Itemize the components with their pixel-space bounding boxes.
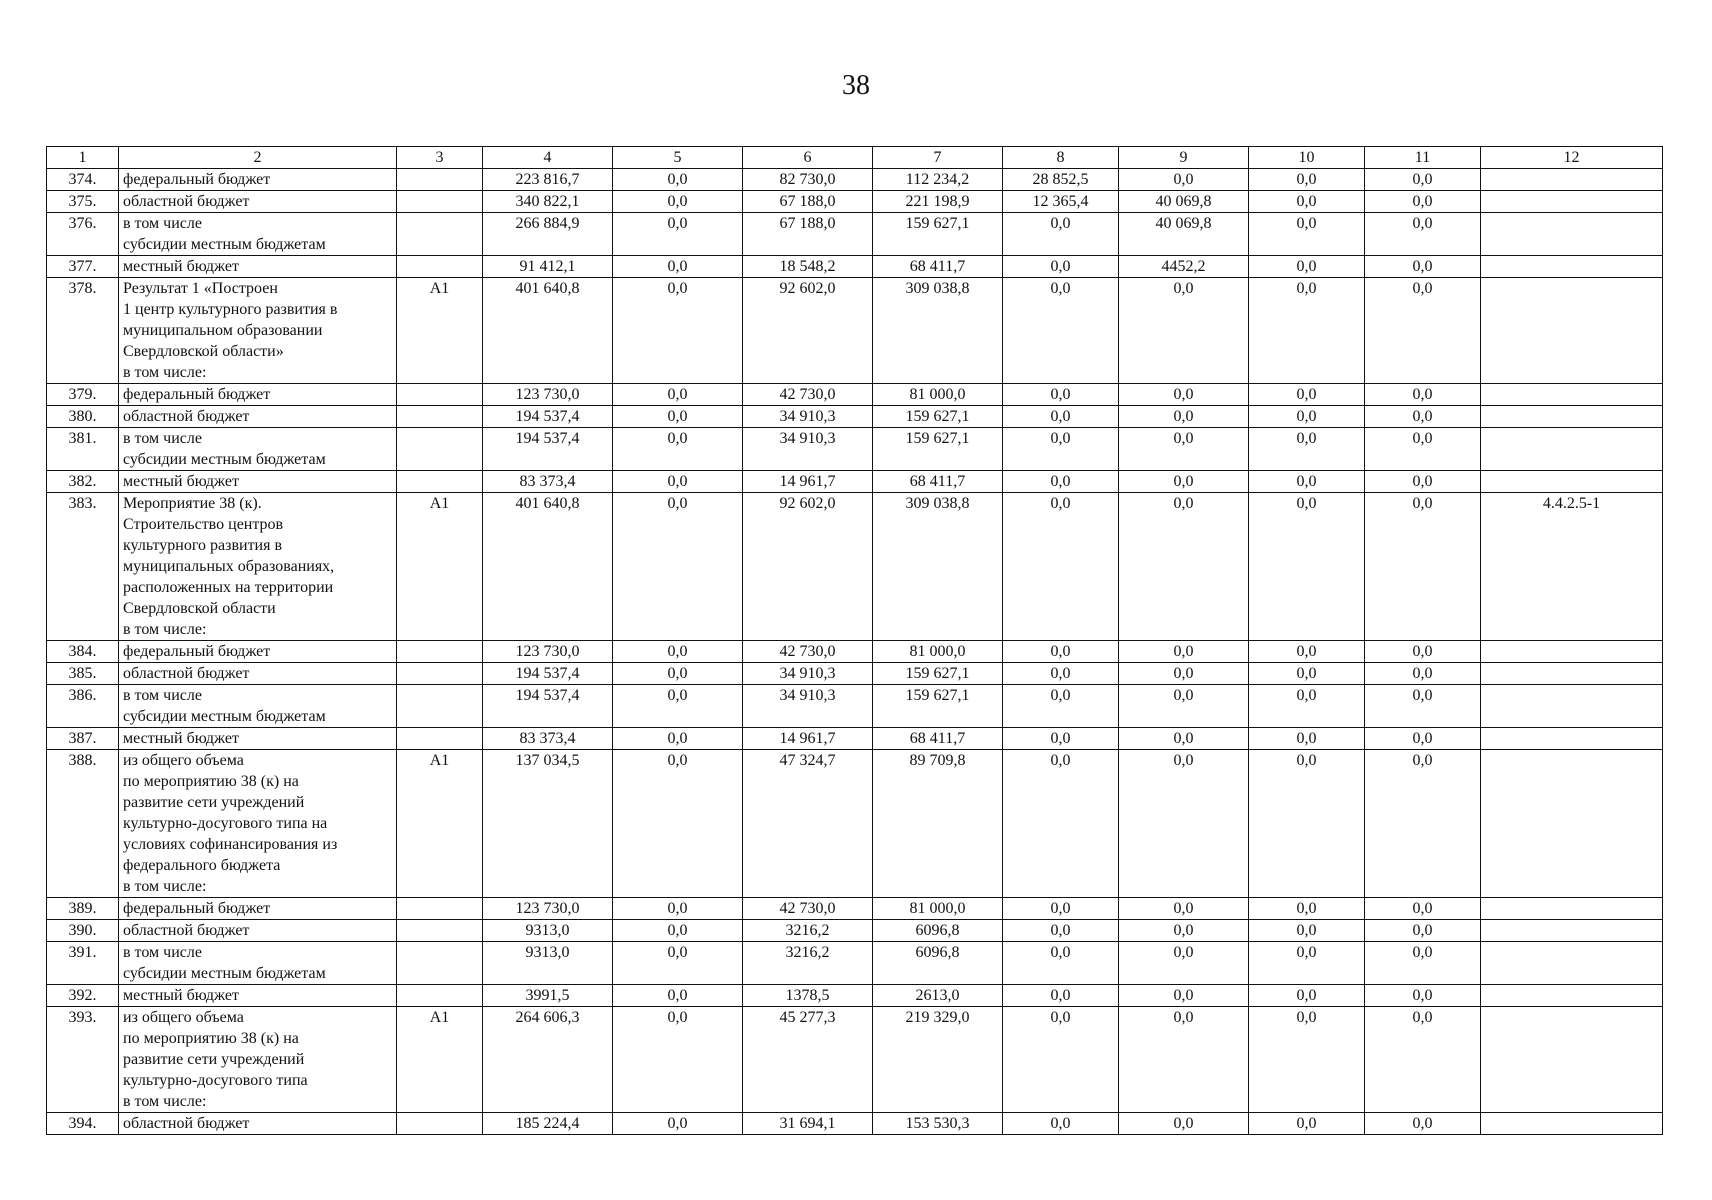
value-cell: 0,0 bbox=[1249, 985, 1365, 1007]
value-cell: 81 000,0 bbox=[873, 384, 1003, 406]
row-code bbox=[397, 191, 483, 213]
value-cell: 0,0 bbox=[1003, 663, 1119, 685]
value-cell: 0,0 bbox=[1365, 471, 1481, 493]
row-number: 394. bbox=[47, 1113, 119, 1135]
value-cell: 123 730,0 bbox=[483, 898, 613, 920]
table-header-row bbox=[47, 147, 1663, 169]
value-cell: 0,0 bbox=[613, 1007, 743, 1113]
value-cell: 0,0 bbox=[1003, 898, 1119, 920]
value-cell: 42 730,0 bbox=[743, 641, 873, 663]
value-cell: 0,0 bbox=[1249, 1007, 1365, 1113]
row-code: А1 bbox=[397, 750, 483, 898]
row-reference bbox=[1481, 898, 1663, 920]
row-description: из общего объема по мероприятию 38 (к) на развитие сети учреждений культурно-досугового типа на условиях софинансирования из федерального бюджета в том числе: bbox=[119, 750, 397, 898]
row-reference bbox=[1481, 920, 1663, 942]
row-number: 382. bbox=[47, 471, 119, 493]
table-row bbox=[47, 663, 1663, 685]
value-cell: 0,0 bbox=[1249, 641, 1365, 663]
table-row bbox=[47, 685, 1663, 728]
column-header: 3 bbox=[397, 147, 483, 169]
row-number: 387. bbox=[47, 728, 119, 750]
value-cell: 92 602,0 bbox=[743, 493, 873, 641]
value-cell: 83 373,4 bbox=[483, 471, 613, 493]
row-code bbox=[397, 213, 483, 256]
row-reference: 4.4.2.5-1 bbox=[1481, 493, 1663, 641]
row-code bbox=[397, 728, 483, 750]
value-cell: 159 627,1 bbox=[873, 685, 1003, 728]
table-row bbox=[47, 898, 1663, 920]
value-cell: 0,0 bbox=[613, 191, 743, 213]
value-cell: 0,0 bbox=[1119, 471, 1249, 493]
row-reference bbox=[1481, 750, 1663, 898]
value-cell: 40 069,8 bbox=[1119, 213, 1249, 256]
value-cell: 83 373,4 bbox=[483, 728, 613, 750]
value-cell: 0,0 bbox=[1119, 898, 1249, 920]
table-row bbox=[47, 641, 1663, 663]
value-cell: 0,0 bbox=[613, 213, 743, 256]
value-cell: 0,0 bbox=[1119, 750, 1249, 898]
value-cell: 0,0 bbox=[1365, 493, 1481, 641]
table-row bbox=[47, 1007, 1663, 1113]
row-reference bbox=[1481, 278, 1663, 384]
value-cell: 0,0 bbox=[1249, 169, 1365, 191]
table-row bbox=[47, 428, 1663, 471]
value-cell: 40 069,8 bbox=[1119, 191, 1249, 213]
row-number: 383. bbox=[47, 493, 119, 641]
value-cell: 28 852,5 bbox=[1003, 169, 1119, 191]
row-number: 381. bbox=[47, 428, 119, 471]
table-row bbox=[47, 384, 1663, 406]
value-cell: 3216,2 bbox=[743, 942, 873, 985]
table-row bbox=[47, 406, 1663, 428]
value-cell: 0,0 bbox=[1249, 384, 1365, 406]
value-cell: 159 627,1 bbox=[873, 428, 1003, 471]
value-cell: 0,0 bbox=[1119, 728, 1249, 750]
value-cell: 0,0 bbox=[1249, 942, 1365, 985]
row-reference bbox=[1481, 256, 1663, 278]
value-cell: 159 627,1 bbox=[873, 663, 1003, 685]
table-row bbox=[47, 191, 1663, 213]
value-cell: 0,0 bbox=[613, 1113, 743, 1135]
value-cell: 34 910,3 bbox=[743, 685, 873, 728]
value-cell: 0,0 bbox=[1365, 1007, 1481, 1113]
value-cell: 0,0 bbox=[1003, 750, 1119, 898]
value-cell: 0,0 bbox=[1365, 663, 1481, 685]
value-cell: 0,0 bbox=[1365, 278, 1481, 384]
row-reference bbox=[1481, 428, 1663, 471]
row-number: 391. bbox=[47, 942, 119, 985]
row-reference bbox=[1481, 384, 1663, 406]
value-cell: 0,0 bbox=[1119, 641, 1249, 663]
value-cell: 2613,0 bbox=[873, 985, 1003, 1007]
value-cell: 0,0 bbox=[1119, 942, 1249, 985]
row-reference bbox=[1481, 985, 1663, 1007]
row-reference bbox=[1481, 191, 1663, 213]
value-cell: 0,0 bbox=[613, 169, 743, 191]
table-row bbox=[47, 1113, 1663, 1135]
row-description: областной бюджет bbox=[119, 406, 397, 428]
value-cell: 0,0 bbox=[1365, 728, 1481, 750]
row-description: федеральный бюджет bbox=[119, 898, 397, 920]
row-code bbox=[397, 169, 483, 191]
row-number: 393. bbox=[47, 1007, 119, 1113]
row-number: 380. bbox=[47, 406, 119, 428]
row-description: областной бюджет bbox=[119, 920, 397, 942]
row-description: местный бюджет bbox=[119, 985, 397, 1007]
value-cell: 45 277,3 bbox=[743, 1007, 873, 1113]
value-cell: 47 324,7 bbox=[743, 750, 873, 898]
value-cell: 0,0 bbox=[1003, 985, 1119, 1007]
value-cell: 1378,5 bbox=[743, 985, 873, 1007]
value-cell: 0,0 bbox=[1365, 685, 1481, 728]
value-cell: 219 329,0 bbox=[873, 1007, 1003, 1113]
value-cell: 0,0 bbox=[1003, 920, 1119, 942]
row-number: 376. bbox=[47, 213, 119, 256]
row-reference bbox=[1481, 663, 1663, 685]
row-code bbox=[397, 942, 483, 985]
row-description: Результат 1 «Построен 1 центр культурного развития в муниципальном образовании Свердловской области» в том числе: bbox=[119, 278, 397, 384]
row-number: 390. bbox=[47, 920, 119, 942]
column-header: 8 bbox=[1003, 147, 1119, 169]
value-cell: 0,0 bbox=[1119, 384, 1249, 406]
column-header: 2 bbox=[119, 147, 397, 169]
value-cell: 0,0 bbox=[613, 493, 743, 641]
row-reference bbox=[1481, 213, 1663, 256]
table-row bbox=[47, 942, 1663, 985]
value-cell: 185 224,4 bbox=[483, 1113, 613, 1135]
row-description: в том числе субсидии местным бюджетам bbox=[119, 685, 397, 728]
table-row bbox=[47, 278, 1663, 384]
table-row bbox=[47, 169, 1663, 191]
row-description: областной бюджет bbox=[119, 663, 397, 685]
value-cell: 0,0 bbox=[613, 920, 743, 942]
table-body bbox=[47, 169, 1663, 1135]
value-cell: 14 961,7 bbox=[743, 728, 873, 750]
value-cell: 0,0 bbox=[1365, 641, 1481, 663]
row-description: Мероприятие 38 (к). Строительство центров культурного развития в муниципальных образованиях, расположенных на территории Свердловской области в том числе: bbox=[119, 493, 397, 641]
table-row bbox=[47, 750, 1663, 898]
value-cell: 0,0 bbox=[1249, 406, 1365, 428]
value-cell: 159 627,1 bbox=[873, 406, 1003, 428]
value-cell: 12 365,4 bbox=[1003, 191, 1119, 213]
value-cell: 3991,5 bbox=[483, 985, 613, 1007]
value-cell: 0,0 bbox=[613, 663, 743, 685]
value-cell: 0,0 bbox=[613, 685, 743, 728]
value-cell: 194 537,4 bbox=[483, 685, 613, 728]
row-code bbox=[397, 641, 483, 663]
value-cell: 0,0 bbox=[1003, 641, 1119, 663]
value-cell: 0,0 bbox=[1365, 428, 1481, 471]
value-cell: 0,0 bbox=[1365, 384, 1481, 406]
row-code: А1 bbox=[397, 1007, 483, 1113]
row-description: в том числе субсидии местным бюджетам bbox=[119, 428, 397, 471]
value-cell: 0,0 bbox=[1003, 942, 1119, 985]
row-number: 386. bbox=[47, 685, 119, 728]
value-cell: 0,0 bbox=[1249, 685, 1365, 728]
value-cell: 0,0 bbox=[1119, 663, 1249, 685]
value-cell: 0,0 bbox=[1249, 256, 1365, 278]
value-cell: 89 709,8 bbox=[873, 750, 1003, 898]
value-cell: 0,0 bbox=[1249, 920, 1365, 942]
value-cell: 0,0 bbox=[1119, 169, 1249, 191]
row-reference bbox=[1481, 1007, 1663, 1113]
value-cell: 159 627,1 bbox=[873, 213, 1003, 256]
row-number: 374. bbox=[47, 169, 119, 191]
value-cell: 18 548,2 bbox=[743, 256, 873, 278]
value-cell: 0,0 bbox=[1003, 406, 1119, 428]
row-number: 377. bbox=[47, 256, 119, 278]
value-cell: 0,0 bbox=[1003, 428, 1119, 471]
table-row bbox=[47, 985, 1663, 1007]
row-code bbox=[397, 384, 483, 406]
row-code bbox=[397, 1113, 483, 1135]
row-number: 379. bbox=[47, 384, 119, 406]
value-cell: 0,0 bbox=[613, 256, 743, 278]
value-cell: 67 188,0 bbox=[743, 213, 873, 256]
row-code bbox=[397, 920, 483, 942]
value-cell: 0,0 bbox=[1249, 663, 1365, 685]
value-cell: 0,0 bbox=[1119, 1007, 1249, 1113]
row-description: из общего объема по мероприятию 38 (к) на развитие сети учреждений культурно-досугового типа в том числе: bbox=[119, 1007, 397, 1113]
budget-table bbox=[46, 146, 1663, 1135]
row-code: А1 bbox=[397, 493, 483, 641]
value-cell: 0,0 bbox=[1003, 685, 1119, 728]
value-cell: 0,0 bbox=[1003, 493, 1119, 641]
value-cell: 0,0 bbox=[1249, 191, 1365, 213]
value-cell: 401 640,8 bbox=[483, 278, 613, 384]
value-cell: 0,0 bbox=[613, 278, 743, 384]
value-cell: 0,0 bbox=[613, 641, 743, 663]
value-cell: 0,0 bbox=[1249, 1113, 1365, 1135]
value-cell: 67 188,0 bbox=[743, 191, 873, 213]
value-cell: 91 412,1 bbox=[483, 256, 613, 278]
value-cell: 6096,8 bbox=[873, 920, 1003, 942]
row-number: 384. bbox=[47, 641, 119, 663]
value-cell: 0,0 bbox=[1365, 169, 1481, 191]
value-cell: 0,0 bbox=[1365, 191, 1481, 213]
table-row bbox=[47, 920, 1663, 942]
value-cell: 123 730,0 bbox=[483, 384, 613, 406]
row-code bbox=[397, 663, 483, 685]
value-cell: 0,0 bbox=[1003, 384, 1119, 406]
value-cell: 68 411,7 bbox=[873, 471, 1003, 493]
value-cell: 0,0 bbox=[613, 985, 743, 1007]
row-code bbox=[397, 471, 483, 493]
table-row bbox=[47, 493, 1663, 641]
value-cell: 0,0 bbox=[1119, 278, 1249, 384]
value-cell: 0,0 bbox=[1365, 406, 1481, 428]
row-code bbox=[397, 985, 483, 1007]
value-cell: 266 884,9 bbox=[483, 213, 613, 256]
column-header: 9 bbox=[1119, 147, 1249, 169]
row-reference bbox=[1481, 685, 1663, 728]
value-cell: 0,0 bbox=[1365, 1113, 1481, 1135]
value-cell: 14 961,7 bbox=[743, 471, 873, 493]
value-cell: 0,0 bbox=[613, 471, 743, 493]
value-cell: 9313,0 bbox=[483, 942, 613, 985]
value-cell: 194 537,4 bbox=[483, 663, 613, 685]
row-description: местный бюджет bbox=[119, 471, 397, 493]
value-cell: 0,0 bbox=[1249, 750, 1365, 898]
value-cell: 123 730,0 bbox=[483, 641, 613, 663]
row-code bbox=[397, 428, 483, 471]
value-cell: 223 816,7 bbox=[483, 169, 613, 191]
row-description: федеральный бюджет bbox=[119, 169, 397, 191]
value-cell: 0,0 bbox=[1119, 920, 1249, 942]
value-cell: 0,0 bbox=[1365, 942, 1481, 985]
value-cell: 0,0 bbox=[1119, 985, 1249, 1007]
value-cell: 0,0 bbox=[1003, 1113, 1119, 1135]
value-cell: 264 606,3 bbox=[483, 1007, 613, 1113]
value-cell: 42 730,0 bbox=[743, 898, 873, 920]
row-description: местный бюджет bbox=[119, 256, 397, 278]
row-code bbox=[397, 406, 483, 428]
value-cell: 221 198,9 bbox=[873, 191, 1003, 213]
column-header: 7 bbox=[873, 147, 1003, 169]
value-cell: 31 694,1 bbox=[743, 1113, 873, 1135]
value-cell: 0,0 bbox=[1365, 213, 1481, 256]
value-cell: 42 730,0 bbox=[743, 384, 873, 406]
value-cell: 6096,8 bbox=[873, 942, 1003, 985]
row-number: 392. bbox=[47, 985, 119, 1007]
row-number: 385. bbox=[47, 663, 119, 685]
value-cell: 0,0 bbox=[1003, 278, 1119, 384]
column-header: 10 bbox=[1249, 147, 1365, 169]
row-reference bbox=[1481, 406, 1663, 428]
value-cell: 112 234,2 bbox=[873, 169, 1003, 191]
value-cell: 82 730,0 bbox=[743, 169, 873, 191]
row-number: 389. bbox=[47, 898, 119, 920]
column-header: 4 bbox=[483, 147, 613, 169]
value-cell: 4452,2 bbox=[1119, 256, 1249, 278]
value-cell: 309 038,8 bbox=[873, 493, 1003, 641]
row-reference bbox=[1481, 728, 1663, 750]
value-cell: 0,0 bbox=[1119, 406, 1249, 428]
value-cell: 0,0 bbox=[1249, 493, 1365, 641]
column-header: 1 bbox=[47, 147, 119, 169]
value-cell: 9313,0 bbox=[483, 920, 613, 942]
value-cell: 309 038,8 bbox=[873, 278, 1003, 384]
row-description: областной бюджет bbox=[119, 1113, 397, 1135]
row-reference bbox=[1481, 942, 1663, 985]
value-cell: 34 910,3 bbox=[743, 428, 873, 471]
value-cell: 0,0 bbox=[1249, 278, 1365, 384]
row-code bbox=[397, 256, 483, 278]
value-cell: 0,0 bbox=[1365, 750, 1481, 898]
value-cell: 0,0 bbox=[1249, 898, 1365, 920]
value-cell: 153 530,3 bbox=[873, 1113, 1003, 1135]
row-description: местный бюджет bbox=[119, 728, 397, 750]
value-cell: 0,0 bbox=[1119, 428, 1249, 471]
value-cell: 0,0 bbox=[1249, 728, 1365, 750]
table-row bbox=[47, 728, 1663, 750]
value-cell: 0,0 bbox=[613, 728, 743, 750]
value-cell: 68 411,7 bbox=[873, 728, 1003, 750]
value-cell: 81 000,0 bbox=[873, 641, 1003, 663]
value-cell: 0,0 bbox=[1249, 471, 1365, 493]
row-description: областной бюджет bbox=[119, 191, 397, 213]
value-cell: 0,0 bbox=[1119, 493, 1249, 641]
value-cell: 0,0 bbox=[613, 428, 743, 471]
value-cell: 92 602,0 bbox=[743, 278, 873, 384]
value-cell: 0,0 bbox=[1365, 256, 1481, 278]
row-description: федеральный бюджет bbox=[119, 641, 397, 663]
value-cell: 0,0 bbox=[1249, 213, 1365, 256]
value-cell: 0,0 bbox=[1003, 728, 1119, 750]
value-cell: 0,0 bbox=[1249, 428, 1365, 471]
table-row bbox=[47, 471, 1663, 493]
value-cell: 0,0 bbox=[613, 750, 743, 898]
value-cell: 0,0 bbox=[1003, 213, 1119, 256]
value-cell: 0,0 bbox=[613, 406, 743, 428]
value-cell: 34 910,3 bbox=[743, 663, 873, 685]
value-cell: 0,0 bbox=[613, 384, 743, 406]
value-cell: 0,0 bbox=[1003, 1007, 1119, 1113]
value-cell: 81 000,0 bbox=[873, 898, 1003, 920]
table-row bbox=[47, 213, 1663, 256]
value-cell: 194 537,4 bbox=[483, 406, 613, 428]
value-cell: 0,0 bbox=[1365, 898, 1481, 920]
column-header: 6 bbox=[743, 147, 873, 169]
row-code bbox=[397, 685, 483, 728]
value-cell: 194 537,4 bbox=[483, 428, 613, 471]
value-cell: 137 034,5 bbox=[483, 750, 613, 898]
column-header: 12 bbox=[1481, 147, 1663, 169]
value-cell: 0,0 bbox=[1365, 985, 1481, 1007]
value-cell: 0,0 bbox=[1003, 256, 1119, 278]
column-header: 5 bbox=[613, 147, 743, 169]
value-cell: 68 411,7 bbox=[873, 256, 1003, 278]
row-number: 375. bbox=[47, 191, 119, 213]
value-cell: 3216,2 bbox=[743, 920, 873, 942]
value-cell: 0,0 bbox=[613, 898, 743, 920]
row-code: А1 bbox=[397, 278, 483, 384]
page-number: 38 bbox=[842, 70, 870, 101]
value-cell: 0,0 bbox=[613, 942, 743, 985]
row-number: 388. bbox=[47, 750, 119, 898]
row-description: в том числе субсидии местным бюджетам bbox=[119, 942, 397, 985]
value-cell: 401 640,8 bbox=[483, 493, 613, 641]
row-reference bbox=[1481, 1113, 1663, 1135]
value-cell: 0,0 bbox=[1365, 920, 1481, 942]
value-cell: 0,0 bbox=[1119, 685, 1249, 728]
value-cell: 340 822,1 bbox=[483, 191, 613, 213]
row-reference bbox=[1481, 169, 1663, 191]
row-reference bbox=[1481, 471, 1663, 493]
table-row bbox=[47, 256, 1663, 278]
value-cell: 0,0 bbox=[1119, 1113, 1249, 1135]
value-cell: 34 910,3 bbox=[743, 406, 873, 428]
row-description: федеральный бюджет bbox=[119, 384, 397, 406]
row-number: 378. bbox=[47, 278, 119, 384]
row-description: в том числе субсидии местным бюджетам bbox=[119, 213, 397, 256]
value-cell: 0,0 bbox=[1003, 471, 1119, 493]
row-code bbox=[397, 898, 483, 920]
column-header: 11 bbox=[1365, 147, 1481, 169]
row-reference bbox=[1481, 641, 1663, 663]
